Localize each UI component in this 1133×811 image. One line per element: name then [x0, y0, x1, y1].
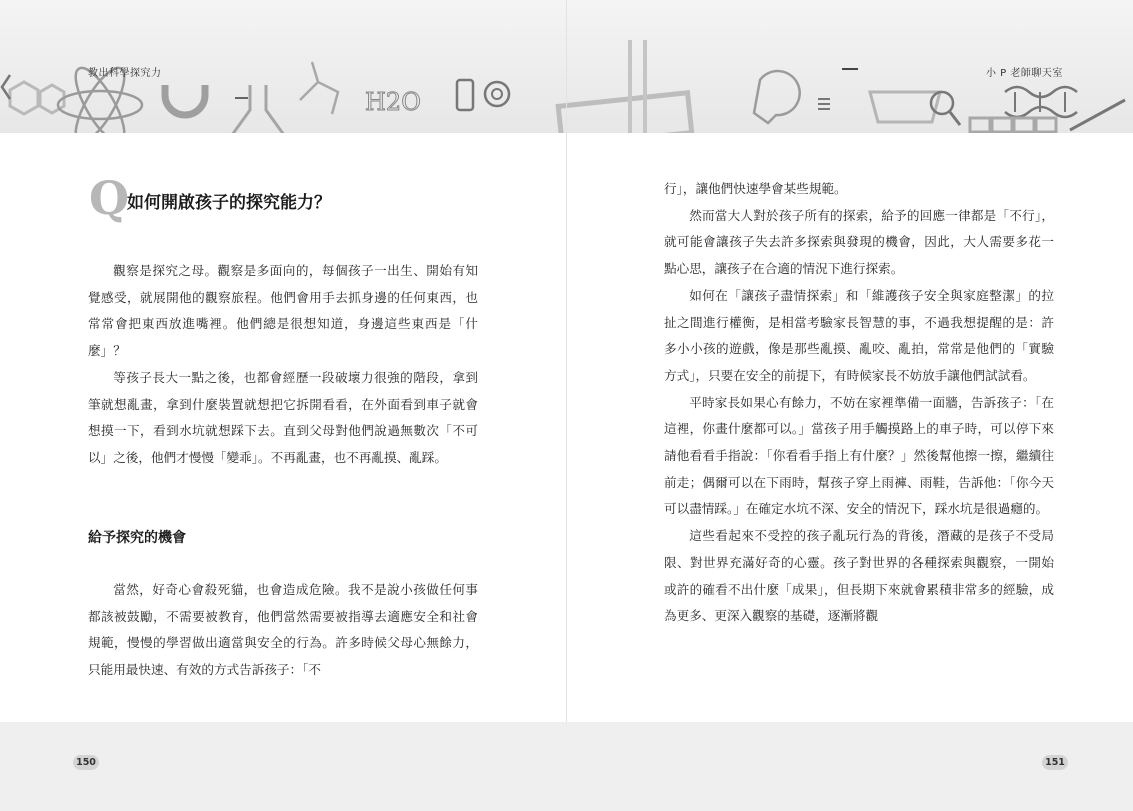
paragraph-continuation: 行」，讓他們快速學會某些規範。	[664, 181, 847, 196]
paragraph: 觀察是探究之母。觀察是多面向的，每個孩子一出生、開始有知覺感受，就展開他的觀察旅程。他們會用手去抓身邊的任何東西，也常常會把東西放進嘴裡。他們總是很想知道，身邊這些東西是「什麼」？	[88, 263, 478, 359]
left-column-section-body	[88, 577, 478, 684]
paragraph: 平時家長如果心有餘力，不妨在家裡準備一面牆，告訴孩子：「在這裡，你畫什麼都可以。」當孩子用手觸摸路上的車子時，可以停下來請他看看手指說：「你看看手指上有什麼？」然後幫他擦一擦，繼續往前走；偶爾可以在下雨時，幫孩子穿上雨褲、雨鞋，告訴他：「你今天可以盡情踩。」在確定水坑不深、安全的情況下，踩水坑是很過癮的。	[664, 394, 1054, 517]
h2o-decor-text: H2O	[365, 88, 421, 116]
magnet-icon	[165, 85, 205, 115]
footer-band	[0, 722, 1133, 811]
page-title: 如何開啟孩子的探究能力？	[127, 193, 331, 213]
list-icon	[818, 99, 830, 109]
ruler-icon	[1070, 100, 1125, 130]
paragraph: 然而當大人對於孩子所有的探索，給予的回應一律都是「不行」，就可能會讓孩子失去許多探索與發現的機會，因此，大人需要多花一點心思，讓孩子在合適的情況下進行探索。	[664, 207, 1054, 277]
bracket-icon	[2, 75, 10, 99]
running-header-right: 小 P 老師聊天室	[986, 68, 1063, 79]
left-column-body	[88, 258, 478, 472]
beaker-icon	[870, 92, 940, 122]
battery-icon	[457, 80, 473, 110]
board-icon	[558, 93, 691, 133]
page-number-left: 150	[73, 755, 99, 770]
lightbulb-icon	[754, 71, 800, 123]
molecule-icon	[300, 62, 338, 114]
paragraph: 這些看起來不受控的孩子亂玩行為的背後，潛藏的是孩子不受局限、對世界充滿好奇的心靈。孩子對世界的各種探索與觀察，一開始或許的確看不出什麼「成果」，但長期下來就會累積非常多的經驗，成為更多、更深入觀察的基礎，逐漸將觀	[664, 528, 1054, 624]
paragraph: 如何在「讓孩子盡情探索」和「維護孩子安全與家庭整潔」的拉扯之間進行權衡，是相當考驗家長智慧的事，不過我想提醒的是：許多小小孩的遊戲，像是那些亂摸、亂咬、亂拍，常常是他們的「實驗方式」，只要在安全的前提下，有時候家長不妨放手讓他們試試看。	[664, 287, 1054, 383]
hexagon-icon	[10, 82, 38, 114]
running-header-left: 教出科學探究力	[88, 68, 162, 79]
tube-icon	[630, 40, 645, 133]
flask-icon	[232, 85, 284, 133]
question-mark-letter: Q	[89, 171, 130, 225]
paragraph: 等孩子長大一點之後，也都會經歷一段破壞力很強的階段，拿到筆就想亂畫，拿到什麼裝置就想把它拆開看看，在外面看到車子就會想摸一下，看到水坑就想踩下去。直到父母對他們說過無數次「不可以」之後，他們才慢慢「變乖」。不再亂畫，也不再亂摸、亂踩。	[88, 369, 478, 465]
book-spine-divider	[566, 0, 567, 811]
page-number-right: 151	[1042, 755, 1068, 770]
grid-icon	[970, 118, 1056, 132]
right-column-body	[664, 176, 1054, 630]
magnifier-icon	[931, 92, 953, 114]
target-icon	[485, 82, 509, 106]
section-heading: 給予探究的機會	[88, 530, 186, 546]
paragraph: 當然，好奇心會殺死貓，也會造成危險。我不是說小孩做任何事都該被鼓勵，不需要被教育，他們當然需要被指導去適應安全和社會規範，慢慢的學習做出適當與安全的行為。許多時候父母心無餘力，只能用最快速、有效的方式告訴孩子：「不	[88, 582, 478, 678]
